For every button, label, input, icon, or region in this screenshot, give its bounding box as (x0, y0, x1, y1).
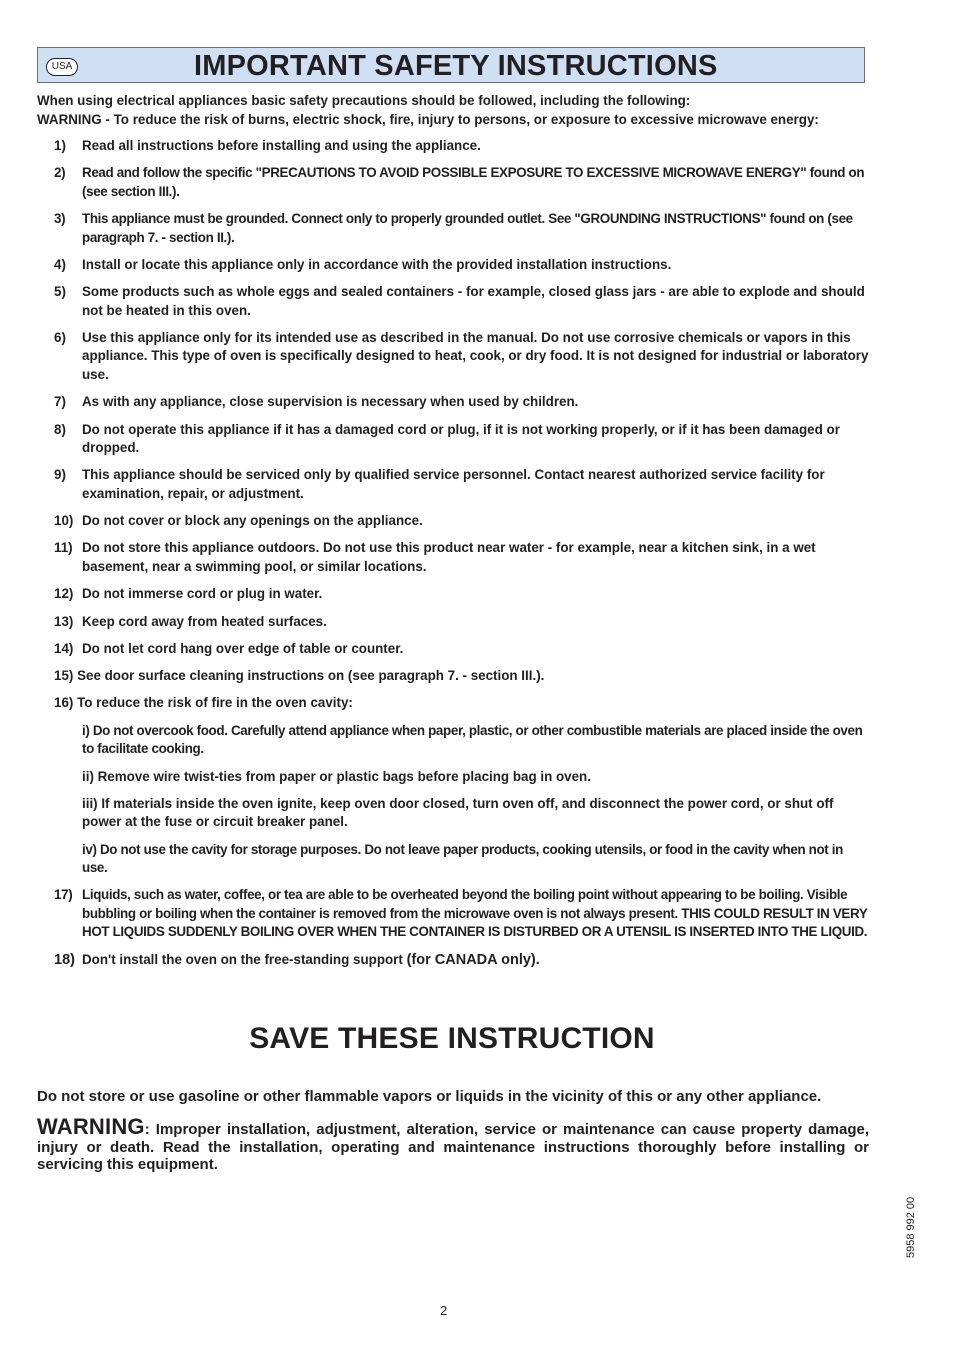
item-number: 12) (54, 586, 74, 602)
item-text: Use this appliance only for its intended use as described in the manual. Do not use corrosive chemicals or vapors in this appliance. This type of oven is specifically designed to heat, cook, or dry food. It is not designed for industrial or laboratory use. (82, 329, 869, 382)
item-number: 8) (54, 421, 66, 437)
item-number: 1) (54, 138, 66, 153)
list-item (37, 886, 869, 942)
item-text: Read all instructions before installing and using the appliance. (82, 138, 481, 153)
flammable-notice: Do not store or use gasoline or other flammable vapors or liquids in the vicinity of this or any other appliance. (37, 1088, 822, 1105)
region-badge: USA (46, 58, 78, 76)
item-text: Some products such as whole eggs and sealed containers - for example, closed glass jars - are able to explode and should not be heated in this oven. (82, 284, 865, 318)
item-number: 3) (54, 211, 66, 227)
item-number: 2) (54, 165, 66, 181)
list-item (37, 466, 869, 503)
item-number: 10) (54, 513, 74, 529)
intro-line: When using electrical appliances basic safety precautions should be followed, including the following: (37, 93, 691, 108)
intro-block (37, 92, 869, 129)
save-instructions-heading: SAVE THESE INSTRUCTION (249, 1022, 655, 1055)
safety-instructions-list (37, 137, 869, 978)
item-number: 6) (54, 329, 66, 345)
item-text: Install or locate this appliance only in accordance with the provided installation instructions. (82, 256, 672, 272)
item-text: Keep cord away from heated surfaces. (82, 613, 327, 629)
warning-text: : Improper installation, adjustment, alteration, service or maintenance can cause property damage, injury or death. Read the installation, operating and maintenance instructions thoroughly before installing or servicing this equipment. (37, 1121, 869, 1173)
item-suffix: (for CANADA only). (406, 951, 540, 968)
item-number: 4) (54, 256, 66, 272)
item-number: 17) (54, 887, 73, 903)
sub-item: iv) Do not use the cavity for storage purposes. Do not leave paper products, cooking utensils, or food in the cavity when not in use. (82, 841, 843, 876)
list-item (37, 164, 869, 201)
item-number: 5) (54, 284, 66, 300)
item-text: Do not store this appliance outdoors. Do not use this product near water - for example, near a kitchen sink, in a wet basement, near a swimming pool, or similar locations. (82, 540, 816, 574)
item-text: 16) To reduce the risk of fire in the oven cavity: (54, 695, 353, 711)
warning-label: WARNING (37, 1114, 145, 1139)
list-item (37, 613, 869, 632)
document-code: 5958 992 00 (905, 1196, 917, 1258)
list-item (37, 512, 869, 531)
warning-paragraph (37, 1114, 869, 1174)
list-item (37, 210, 869, 247)
item-text: Don't install the oven on the free-standing support (82, 951, 403, 967)
item-number: 7) (54, 394, 66, 410)
list-item (37, 393, 869, 412)
intro-warning-line: WARNING - To reduce the risk of burns, electric shock, fire, injury to persons, or exposure to excessive microwave energy: (37, 111, 819, 127)
list-item (37, 640, 869, 659)
list-item (37, 137, 869, 156)
item-text: As with any appliance, close supervision is necessary when used by children. (82, 394, 579, 410)
item-text: Liquids, such as water, coffee, or tea are able to be overheated beyond the boiling point without appearing to be boiling. Visible bubbling or boiling when the container is removed from the microwave oven is not always present. THIS COULD RESULT IN VERY HOT LIQUIDS SUDDENLY BOILING OVER WHEN THE CONTAINER IS DISTURBED OR A UTENSIL IS INSERTED INTO THE LIQUID. (82, 887, 868, 940)
item-number: 13) (54, 613, 74, 629)
list-item (37, 694, 869, 713)
sub-item: i) Do not overcook food. Carefully attend appliance when paper, plastic, or other combustible materials are placed inside the oven to facilitate cooking. (82, 722, 863, 757)
list-item (37, 667, 869, 686)
list-item (37, 283, 869, 320)
list-item (37, 539, 869, 576)
item-text: Do not operate this appliance if it has a damaged cord or plug, if it is not working properly, or if it has been damaged or dropped. (82, 421, 840, 456)
title-banner (37, 47, 865, 83)
item-text: Do not cover or block any openings on the appliance. (82, 513, 423, 529)
list-item (37, 585, 869, 604)
item-text: Read and follow the specific "PRECAUTIONS TO AVOID POSSIBLE EXPOSURE TO EXCESSIVE MICROWAVE ENERGY" found on (see section III.). (82, 165, 865, 199)
list-item (37, 421, 869, 458)
item-number: 11) (54, 540, 73, 556)
page-number: 2 (440, 1303, 448, 1318)
sub-item: ii) Remove wire twist-ties from paper or plastic bags before placing bag in oven. (82, 768, 591, 784)
item-number: 9) (54, 467, 66, 483)
item-text: Do not let cord hang over edge of table or counter. (82, 640, 404, 656)
item-number: 18) (54, 951, 75, 968)
sub-item: iii) If materials inside the oven ignite, keep oven door closed, turn oven off, and disconnect the power cord, or shut off power at the fuse or circuit breaker panel. (82, 795, 834, 830)
item-text: This appliance should be serviced only by qualified service personnel. Contact nearest authorized service facility for examination, repair, or adjustment. (82, 467, 825, 501)
list-item (37, 256, 869, 275)
item-text: Do not immerse cord or plug in water. (82, 586, 323, 602)
item-text: 15) See door surface cleaning instructions on (see paragraph 7. - section III.). (54, 668, 545, 684)
item-text: This appliance must be grounded. Connect only to properly grounded outlet. See "GROUNDING INSTRUCTIONS" found on (see paragraph 7. - section II.). (82, 211, 853, 245)
page-title: IMPORTANT SAFETY INSTRUCTIONS (194, 50, 718, 82)
list-item (37, 329, 869, 385)
list-item (37, 951, 869, 970)
item-number: 14) (54, 640, 74, 656)
